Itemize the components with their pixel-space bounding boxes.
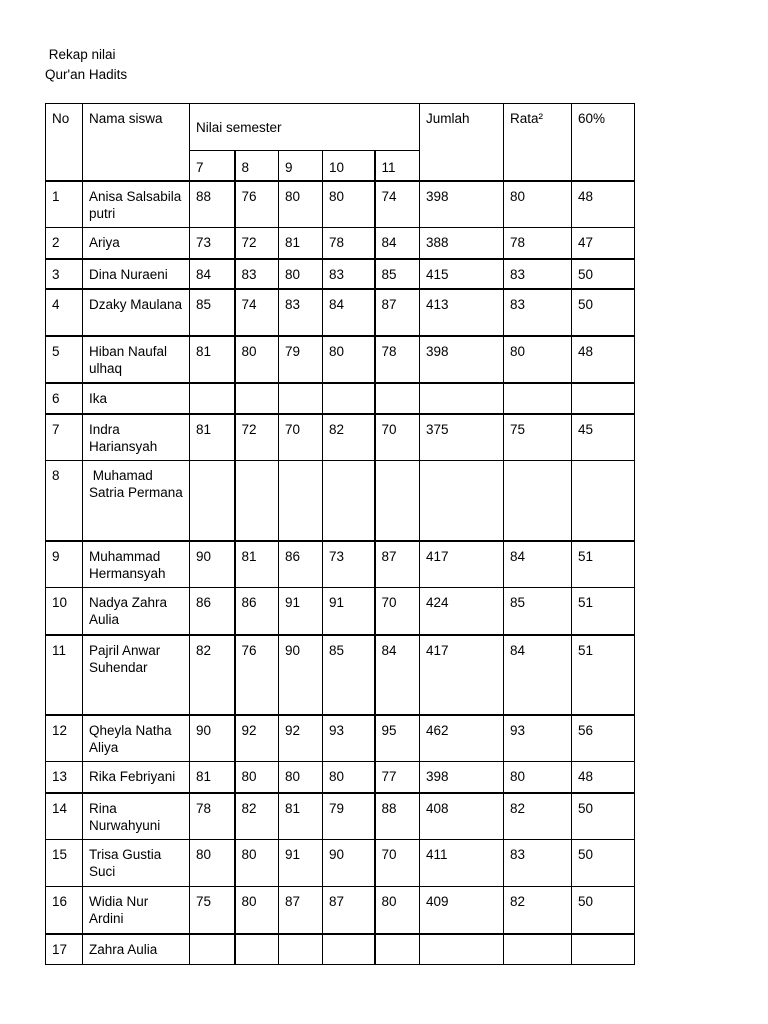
cell-semester-9: 91	[279, 588, 323, 635]
cell-semester-8: 83	[235, 259, 279, 289]
cell-semester-9: 81	[279, 228, 323, 259]
cell-60-percent: 50	[572, 887, 635, 934]
cell-no: 10	[46, 588, 83, 635]
cell-semester-10	[323, 934, 375, 965]
cell-semester-11: 85	[375, 259, 420, 289]
cell-60-percent: 56	[572, 715, 635, 762]
cell-semester-11: 70	[375, 588, 420, 635]
cell-semester-8	[235, 383, 279, 414]
cell-jumlah: 417	[420, 541, 504, 588]
grades-table	[45, 103, 635, 965]
cell-semester-10: 80	[323, 336, 375, 383]
cell-semester-10: 84	[323, 289, 375, 336]
header-nama-siswa: Nama siswa	[83, 104, 190, 181]
cell-no: 14	[46, 793, 83, 840]
cell-semester-7: 84	[190, 259, 235, 289]
cell-semester-8: 76	[235, 635, 279, 715]
cell-semester-11: 78	[375, 336, 420, 383]
cell-60-percent: 50	[572, 793, 635, 840]
cell-jumlah: 398	[420, 336, 504, 383]
cell-semester-10: 73	[323, 541, 375, 588]
header-jumlah: Jumlah	[420, 104, 504, 181]
cell-nama-siswa: Qheyla Natha Aliya	[83, 715, 190, 762]
cell-semester-8: 92	[235, 715, 279, 762]
cell-semester-11: 74	[375, 181, 420, 228]
cell-jumlah	[420, 461, 504, 541]
table-row	[46, 715, 635, 762]
cell-semester-9: 91	[279, 840, 323, 887]
cell-rata: 82	[504, 887, 572, 934]
cell-semester-9: 87	[279, 887, 323, 934]
cell-semester-9: 80	[279, 762, 323, 793]
cell-semester-8: 82	[235, 793, 279, 840]
cell-nama-siswa: Muhamad Satria Permana	[83, 461, 190, 541]
cell-60-percent	[572, 461, 635, 541]
cell-semester-7: 88	[190, 181, 235, 228]
cell-60-percent: 50	[572, 840, 635, 887]
header-nilai-semester: Nilai semester	[190, 104, 420, 151]
cell-rata: 84	[504, 541, 572, 588]
cell-nama-siswa: Anisa Salsabila putri	[83, 181, 190, 228]
cell-semester-11: 87	[375, 541, 420, 588]
cell-semester-10: 80	[323, 181, 375, 228]
header-no: No	[46, 104, 83, 181]
cell-semester-8: 81	[235, 541, 279, 588]
cell-60-percent: 51	[572, 635, 635, 715]
cell-semester-11: 95	[375, 715, 420, 762]
table-row	[46, 289, 635, 336]
cell-semester-9: 79	[279, 336, 323, 383]
table-row	[46, 588, 635, 635]
cell-60-percent	[572, 383, 635, 414]
table-row	[46, 793, 635, 840]
cell-semester-11: 70	[375, 414, 420, 461]
cell-nama-siswa: Zahra Aulia	[83, 934, 190, 965]
cell-rata: 78	[504, 228, 572, 259]
cell-semester-9: 92	[279, 715, 323, 762]
cell-jumlah: 413	[420, 289, 504, 336]
cell-jumlah: 411	[420, 840, 504, 887]
cell-nama-siswa: Muhammad Hermansyah	[83, 541, 190, 588]
cell-jumlah: 417	[420, 635, 504, 715]
table-row	[46, 887, 635, 934]
cell-jumlah: 375	[420, 414, 504, 461]
cell-semester-7: 78	[190, 793, 235, 840]
header-semester-9: 9	[279, 151, 323, 181]
cell-60-percent: 47	[572, 228, 635, 259]
cell-nama-siswa: Dzaky Maulana	[83, 289, 190, 336]
cell-nama-siswa: Rina Nurwahyuni	[83, 793, 190, 840]
cell-semester-10: 78	[323, 228, 375, 259]
table-row	[46, 762, 635, 793]
cell-semester-8: 72	[235, 228, 279, 259]
cell-semester-8: 80	[235, 762, 279, 793]
cell-60-percent: 45	[572, 414, 635, 461]
cell-semester-7	[190, 461, 235, 541]
cell-semester-9	[279, 934, 323, 965]
cell-no: 13	[46, 762, 83, 793]
table-row	[46, 934, 635, 965]
header-rata: Rata²	[504, 104, 572, 181]
cell-rata: 84	[504, 635, 572, 715]
cell-semester-9	[279, 461, 323, 541]
cell-semester-7: 82	[190, 635, 235, 715]
header-semester-7: 7	[190, 151, 235, 181]
cell-semester-11: 77	[375, 762, 420, 793]
cell-no: 3	[46, 259, 83, 289]
cell-jumlah	[420, 934, 504, 965]
cell-semester-7: 81	[190, 336, 235, 383]
cell-jumlah: 398	[420, 181, 504, 228]
grades-table-body	[46, 104, 635, 965]
cell-no: 6	[46, 383, 83, 414]
cell-semester-7: 85	[190, 289, 235, 336]
cell-semester-7: 90	[190, 715, 235, 762]
cell-semester-8: 80	[235, 840, 279, 887]
header-semester-11: 11	[375, 151, 420, 181]
cell-no: 2	[46, 228, 83, 259]
cell-semester-8: 76	[235, 181, 279, 228]
cell-semester-11	[375, 934, 420, 965]
cell-nama-siswa: Trisa Gustia Suci	[83, 840, 190, 887]
cell-jumlah: 388	[420, 228, 504, 259]
cell-semester-9: 70	[279, 414, 323, 461]
cell-no: 12	[46, 715, 83, 762]
cell-semester-9: 86	[279, 541, 323, 588]
cell-60-percent: 51	[572, 541, 635, 588]
cell-rata: 83	[504, 840, 572, 887]
cell-semester-8: 80	[235, 336, 279, 383]
table-row	[46, 181, 635, 228]
table-row	[46, 259, 635, 289]
table-row	[46, 336, 635, 383]
cell-semester-7: 80	[190, 840, 235, 887]
cell-semester-10	[323, 383, 375, 414]
cell-no: 11	[46, 635, 83, 715]
cell-no: 8	[46, 461, 83, 541]
cell-60-percent: 50	[572, 289, 635, 336]
cell-semester-11: 84	[375, 228, 420, 259]
cell-nama-siswa: Pajril Anwar Suhendar	[83, 635, 190, 715]
cell-rata	[504, 383, 572, 414]
cell-jumlah: 409	[420, 887, 504, 934]
cell-no: 16	[46, 887, 83, 934]
cell-rata: 83	[504, 289, 572, 336]
cell-rata: 82	[504, 793, 572, 840]
title-line-1: Rekap nilai	[45, 47, 116, 62]
cell-semester-7: 90	[190, 541, 235, 588]
cell-semester-9: 80	[279, 181, 323, 228]
cell-no: 17	[46, 934, 83, 965]
cell-semester-7: 81	[190, 414, 235, 461]
cell-semester-11: 70	[375, 840, 420, 887]
cell-rata	[504, 934, 572, 965]
table-row	[46, 414, 635, 461]
cell-semester-7	[190, 934, 235, 965]
cell-semester-7	[190, 383, 235, 414]
cell-semester-7: 81	[190, 762, 235, 793]
cell-semester-8: 86	[235, 588, 279, 635]
cell-rata: 75	[504, 414, 572, 461]
cell-semester-8	[235, 461, 279, 541]
cell-semester-10: 80	[323, 762, 375, 793]
cell-no: 1	[46, 181, 83, 228]
cell-nama-siswa: Widia Nur Ardini	[83, 887, 190, 934]
cell-semester-10: 83	[323, 259, 375, 289]
cell-60-percent: 51	[572, 588, 635, 635]
table-row	[46, 228, 635, 259]
header-semester-8: 8	[235, 151, 279, 181]
cell-semester-11: 88	[375, 793, 420, 840]
cell-semester-8: 80	[235, 887, 279, 934]
cell-rata: 80	[504, 336, 572, 383]
cell-semester-11: 87	[375, 289, 420, 336]
cell-semester-9: 81	[279, 793, 323, 840]
cell-semester-10: 90	[323, 840, 375, 887]
cell-nama-siswa: Dina Nuraeni	[83, 259, 190, 289]
cell-semester-8: 72	[235, 414, 279, 461]
cell-no: 7	[46, 414, 83, 461]
cell-nama-siswa: Indra Hariansyah	[83, 414, 190, 461]
cell-nama-siswa: Ika	[83, 383, 190, 414]
cell-semester-9: 80	[279, 259, 323, 289]
cell-jumlah: 462	[420, 715, 504, 762]
table-row	[46, 461, 635, 541]
cell-rata: 93	[504, 715, 572, 762]
cell-60-percent: 48	[572, 336, 635, 383]
cell-semester-10: 82	[323, 414, 375, 461]
cell-semester-10: 87	[323, 887, 375, 934]
cell-rata: 80	[504, 762, 572, 793]
header-semester-10: 10	[323, 151, 375, 181]
cell-rata: 80	[504, 181, 572, 228]
cell-nama-siswa: Rika Febriyani	[83, 762, 190, 793]
cell-semester-10	[323, 461, 375, 541]
table-row	[46, 635, 635, 715]
cell-60-percent: 48	[572, 762, 635, 793]
cell-semester-7: 86	[190, 588, 235, 635]
cell-semester-11	[375, 461, 420, 541]
cell-semester-8	[235, 934, 279, 965]
header-row	[46, 104, 635, 151]
cell-60-percent: 50	[572, 259, 635, 289]
cell-rata: 85	[504, 588, 572, 635]
document-title	[45, 45, 127, 85]
cell-semester-9: 90	[279, 635, 323, 715]
cell-nama-siswa: Hiban Naufal ulhaq	[83, 336, 190, 383]
cell-jumlah: 408	[420, 793, 504, 840]
cell-semester-7: 73	[190, 228, 235, 259]
cell-jumlah: 415	[420, 259, 504, 289]
cell-nama-siswa: Nadya Zahra Aulia	[83, 588, 190, 635]
cell-semester-7: 75	[190, 887, 235, 934]
cell-semester-11	[375, 383, 420, 414]
cell-semester-8: 74	[235, 289, 279, 336]
cell-semester-10: 93	[323, 715, 375, 762]
cell-semester-9: 83	[279, 289, 323, 336]
cell-semester-9	[279, 383, 323, 414]
cell-nama-siswa: Ariya	[83, 228, 190, 259]
cell-rata: 83	[504, 259, 572, 289]
cell-jumlah: 398	[420, 762, 504, 793]
table-row	[46, 383, 635, 414]
cell-jumlah: 424	[420, 588, 504, 635]
cell-jumlah	[420, 383, 504, 414]
cell-semester-10: 85	[323, 635, 375, 715]
header-60-percent: 60%	[572, 104, 635, 181]
cell-no: 4	[46, 289, 83, 336]
table-row	[46, 840, 635, 887]
cell-rata	[504, 461, 572, 541]
cell-no: 5	[46, 336, 83, 383]
cell-no: 9	[46, 541, 83, 588]
cell-semester-10: 91	[323, 588, 375, 635]
title-line-2: Qur'an Hadits	[45, 67, 128, 82]
cell-semester-11: 84	[375, 635, 420, 715]
cell-semester-10: 79	[323, 793, 375, 840]
cell-no: 15	[46, 840, 83, 887]
table-row	[46, 541, 635, 588]
cell-60-percent: 48	[572, 181, 635, 228]
cell-semester-11: 80	[375, 887, 420, 934]
cell-60-percent	[572, 934, 635, 965]
